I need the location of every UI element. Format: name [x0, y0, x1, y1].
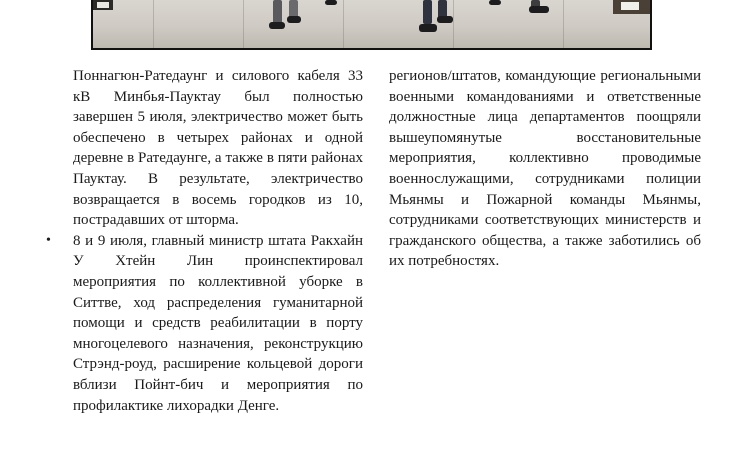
left-column	[46, 66, 363, 416]
news-photo	[91, 0, 652, 50]
bullet-icon: •	[46, 232, 51, 248]
bullet-list-item	[46, 231, 363, 416]
right-paragraph: регионов/штатов, командующие региональными военными командованиями и ответственные должностные лица департаментов поощряли вышеупомянутые восстановительные мероприятия, коллективно проводимые военнослужащими, сотрудниками полиции Мьянмы и Пожарной команды Мьянмы, сотрудниками соответствующих министерств и гражданского общества, а также заботились об их потребностях.	[389, 68, 701, 270]
bullet-paragraph: 8 и 9 июля, главный министр штата Ракхайн У Хтейн Лин проинспектировал мероприятия по коллективной уборке в Ситтве, ход распределения гуманитарной помощи и средств реабилитации в порту многоцелевого назначения, реконструкцию Стрэнд-роуд, расширение кольцевой дороги вблизи Пойнт-бич и мероприятия по профилактике лихорадки Денге.	[73, 232, 363, 414]
right-column	[389, 66, 701, 272]
left-paragraph: Поннагюн-Ратедаунг и силового кабеля 33 кВ Минбья-Пауктау был полностью завершен 5 июля, электричество может быть обеспечено в четырех районах и одной деревне в Ратедаунге, а также в пяти районах Пауктау. В результате, электричество возвращается в восемь городков из 10, пострадавших от шторма.	[73, 68, 363, 229]
